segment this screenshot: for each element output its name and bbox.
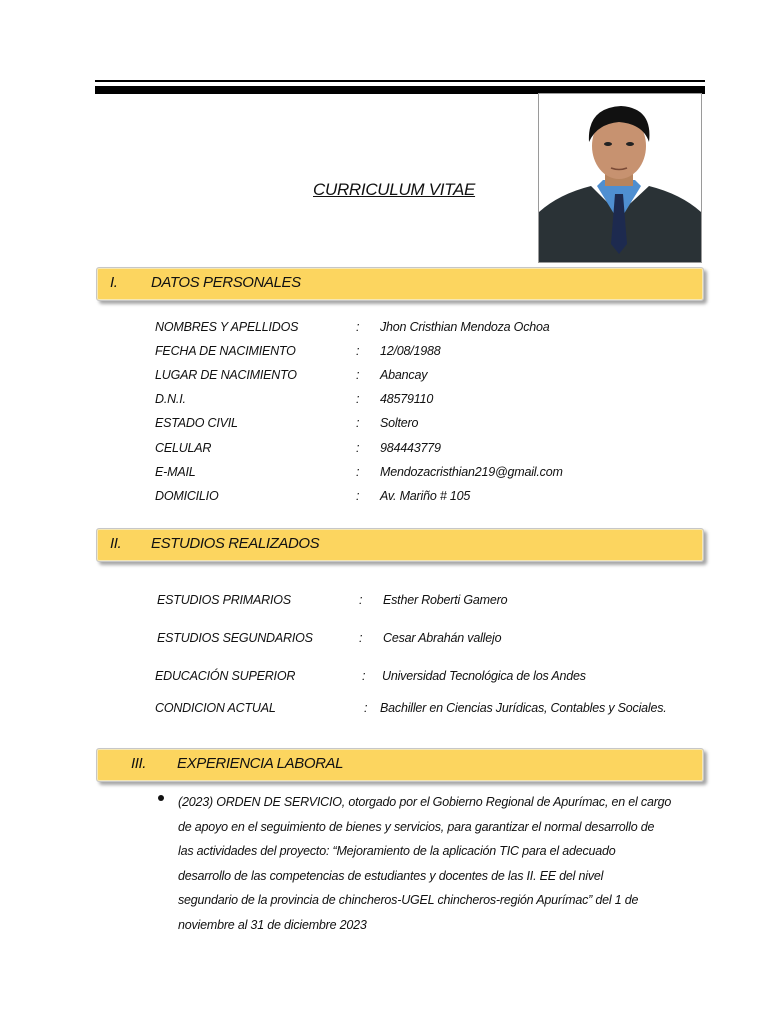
field-label: NOMBRES Y APELLIDOS: [155, 320, 299, 334]
field-separator: :: [356, 368, 360, 382]
field-separator: :: [359, 631, 363, 645]
field-label: CONDICION ACTUAL: [155, 701, 276, 715]
field-separator: :: [362, 669, 366, 683]
field-label: LUGAR DE NACIMIENTO: [155, 368, 297, 382]
field-separator: :: [364, 701, 368, 715]
field-label: FECHA DE NACIMIENTO: [155, 344, 296, 358]
profile-photo: [538, 93, 702, 263]
section-title: DATOS PERSONALES: [151, 274, 301, 291]
field-separator: :: [356, 489, 360, 503]
top-rule-thin: [95, 80, 705, 82]
experience-line: segundario de la provincia de chincheros-UGEL chincheros-región Apurímac” del 1 de: [178, 893, 639, 907]
field-label: E-MAIL: [155, 465, 196, 479]
experience-line: (2023) ORDEN DE SERVICIO, otorgado por el Gobierno Regional de Apurímac, en el cargo: [178, 795, 672, 809]
field-value: 984443779: [380, 441, 441, 455]
field-label: CELULAR: [155, 441, 212, 455]
experience-line: noviembre al 31 de diciembre 2023: [178, 917, 367, 932]
field-value: Jhon Cristhian Mendoza Ochoa: [380, 320, 550, 334]
field-separator: :: [359, 593, 363, 607]
field-value: Av. Mariño # 105: [380, 489, 471, 503]
field-value: Universidad Tecnológica de los Andes: [382, 669, 586, 683]
field-value: Cesar Abrahán vallejo: [383, 631, 502, 645]
field-label: ESTUDIOS PRIMARIOS: [157, 593, 291, 607]
section-number: II.: [110, 535, 122, 552]
document-title: CURRICULUM VITAE: [313, 180, 476, 199]
field-value: 48579110: [380, 392, 434, 406]
field-separator: :: [356, 465, 360, 479]
field-separator: :: [356, 320, 360, 334]
email-value: Mendozacristhian219@gmail.com: [380, 465, 563, 479]
section-datos-personales: [96, 267, 704, 301]
section-title: EXPERIENCIA LABORAL: [177, 755, 344, 772]
field-label: ESTUDIOS SEGUNDARIOS: [157, 631, 313, 645]
field-label: DOMICILIO: [155, 489, 219, 503]
field-label: ESTADO CIVIL: [155, 416, 238, 430]
field-separator: :: [356, 392, 360, 406]
section-estudios-realizados: [96, 528, 704, 562]
field-value: Bachiller en Ciencias Jurídicas, Contables y Sociales.: [380, 701, 667, 715]
bullet-icon: [158, 795, 164, 801]
field-separator: :: [356, 416, 360, 430]
field-separator: :: [356, 441, 360, 455]
experience-line: las actividades del proyecto: “Mejoramiento de la aplicación TIC para el adecuado: [178, 844, 616, 858]
section-experiencia-laboral: [96, 748, 704, 782]
field-value: Abancay: [380, 368, 428, 382]
field-value: Esther Roberti Gamero: [383, 593, 508, 607]
section-number: I.: [110, 274, 118, 291]
experience-line: de apoyo en el seguimiento de bienes y servicios, para garantizar el normal desarrollo de: [178, 819, 655, 834]
field-label: D.N.I.: [155, 392, 186, 406]
section-number: III.: [131, 755, 147, 772]
experience-line: desarrollo de las competencias de estudiantes y docentes de las II. EE del nivel: [178, 868, 604, 883]
field-separator: :: [356, 344, 360, 358]
field-label: EDUCACIÓN SUPERIOR: [155, 669, 296, 683]
experience-entry: [178, 790, 693, 937]
field-value: 12/08/1988: [380, 344, 441, 358]
field-value: Soltero: [380, 416, 419, 430]
section-title: ESTUDIOS REALIZADOS: [151, 535, 320, 552]
